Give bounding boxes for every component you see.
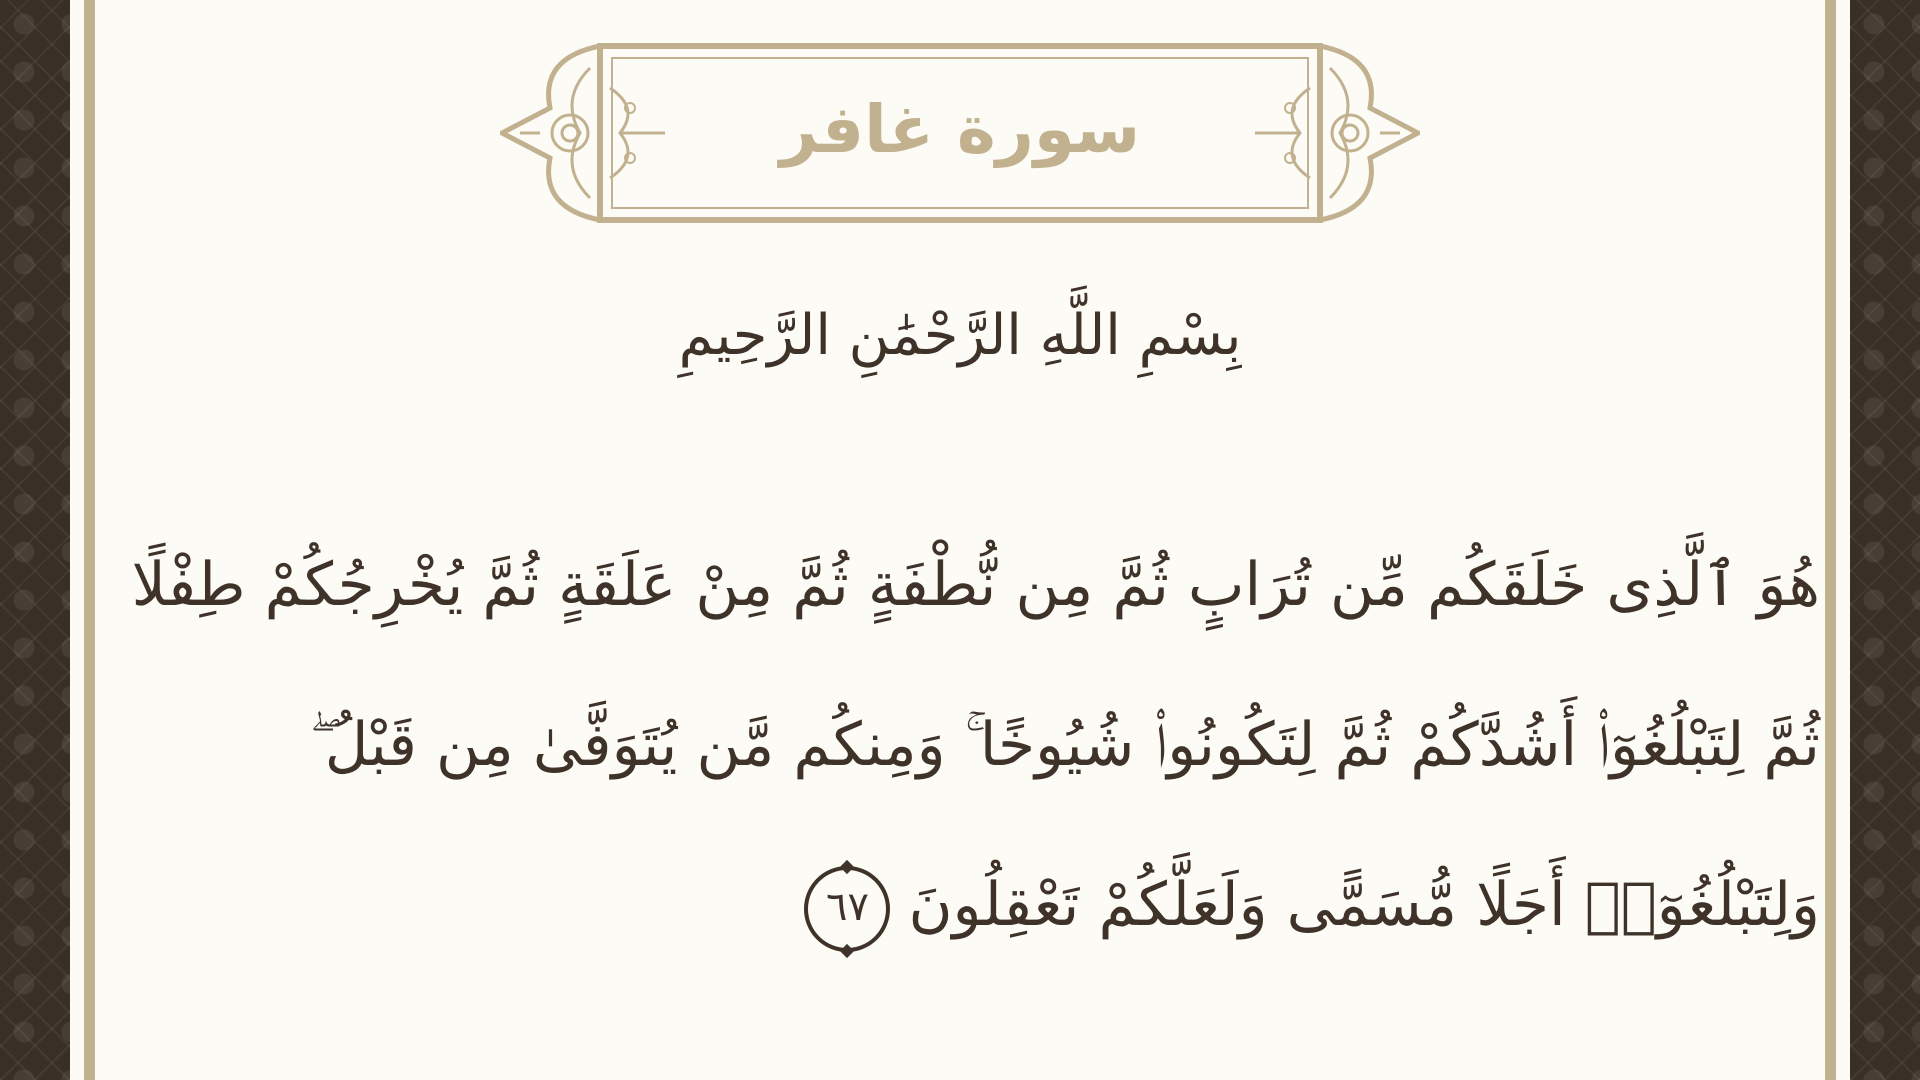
ayah-number-marker: ٦٧: [804, 866, 890, 952]
verse-line-last: [140, 825, 1820, 985]
verse-line-text: وَلِتَبْلُغُوٓا۟ أَجَلًا مُّسَمًّى وَلَعَلَّكُمْ تَعْقِلُونَ: [908, 870, 1820, 940]
verse-line: ثُمَّ لِتَبْلُغُوٓا۟ أَشُدَّكُمْ ثُمَّ لِتَكُونُوا۟ شُيُوخًا ۚ وَمِنكُم مَّن يُتَوَفَّىٰ مِن قَبْلُ ۖ: [309, 710, 1820, 780]
mushaf-page: [70, 0, 1850, 1080]
surah-title: سورة غافر: [779, 91, 1141, 168]
verse-text: [131, 505, 1820, 985]
verse-line: هُوَ ٱلَّذِى خَلَقَكُم مِّن تُرَابٍ ثُمَّ مِن نُّطْفَةٍ ثُمَّ مِنْ عَلَقَةٍ ثُمَّ يُخْرِجُكُمْ طِفْلًا: [131, 550, 1820, 620]
basmala: بِسْمِ اللَّهِ الرَّحْمَٰنِ الرَّحِيمِ: [678, 303, 1242, 368]
surah-title-banner: [500, 38, 1420, 228]
left-ornamental-border: [0, 0, 70, 1080]
right-ornamental-border: [1850, 0, 1920, 1080]
